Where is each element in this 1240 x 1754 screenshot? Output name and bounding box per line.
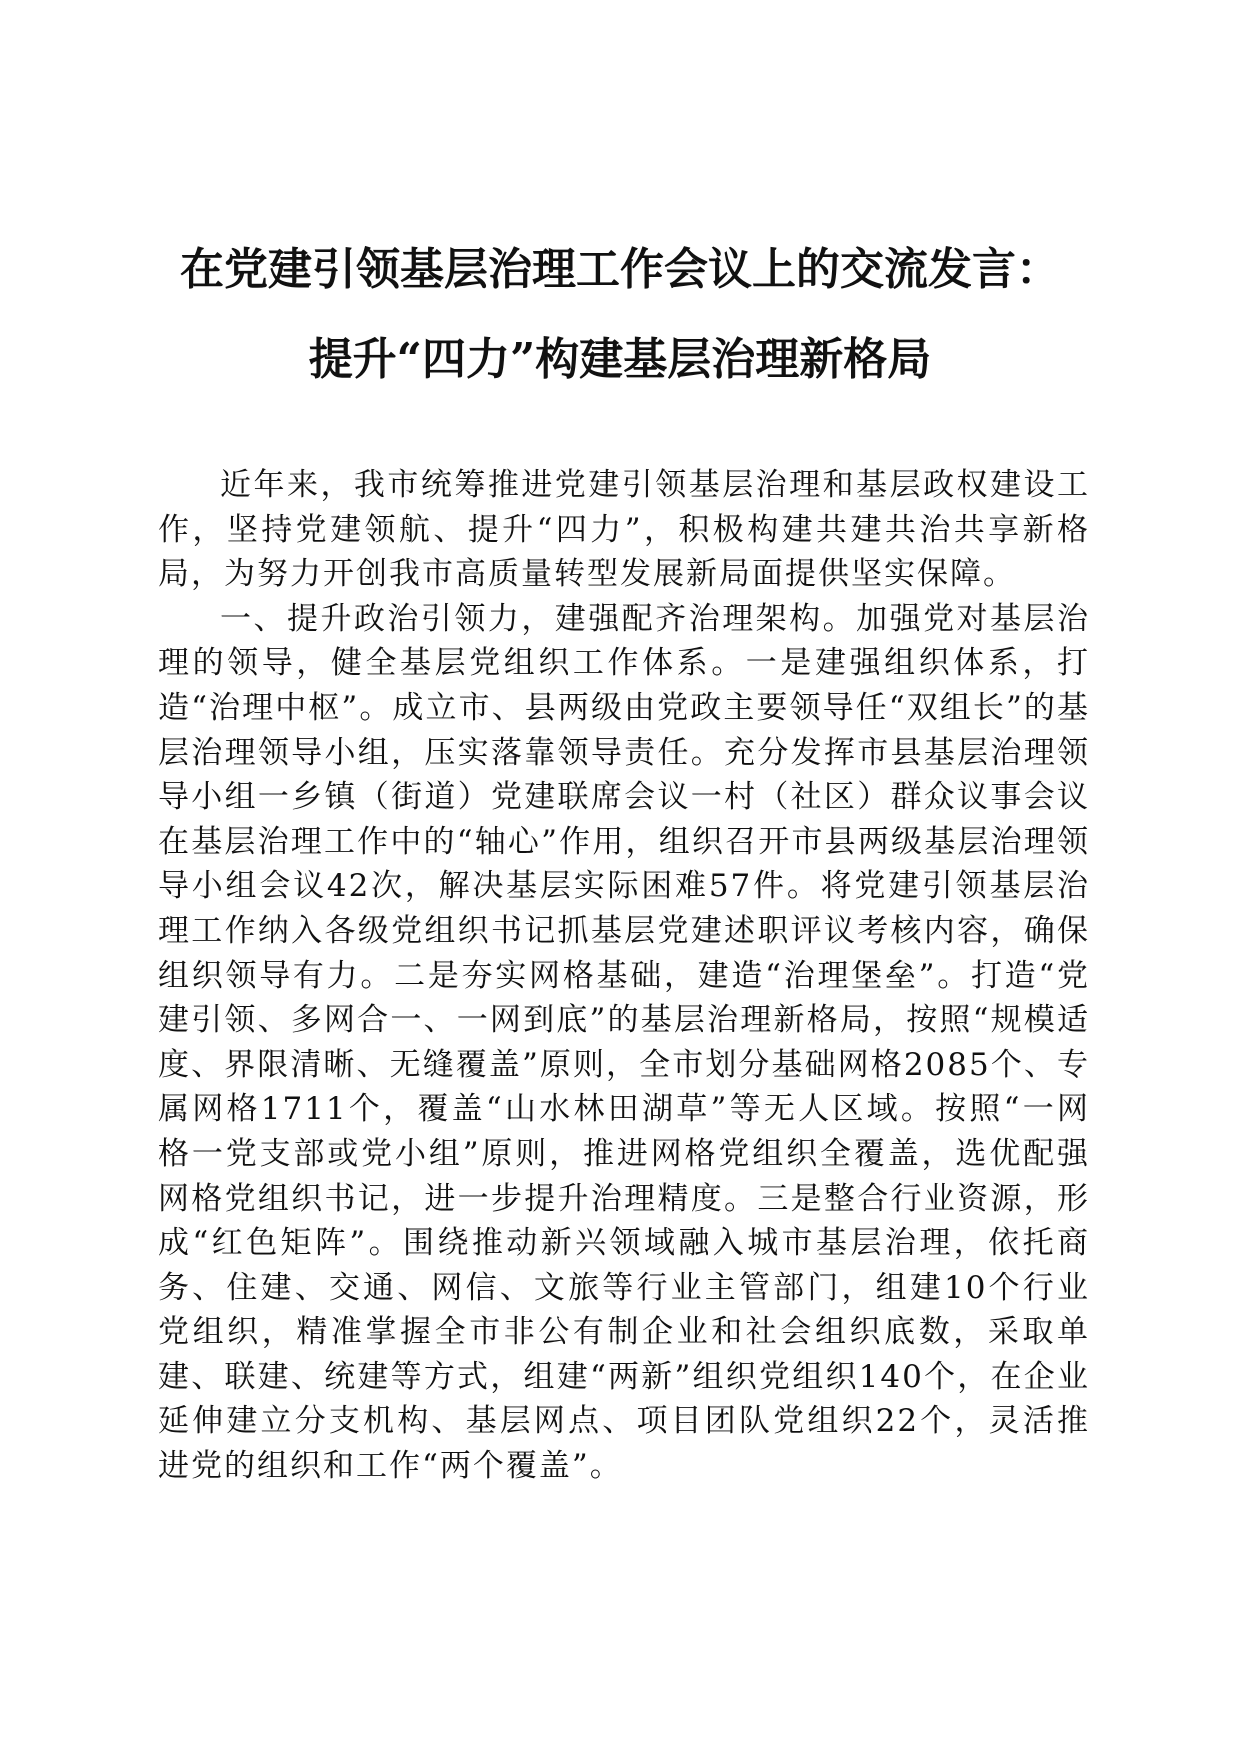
paragraph-intro: 近年来，我市统筹推进党建引领基层治理和基层政权建设工作，坚持党建领航、提升“四力”，积极构建共建共治共享新格局，为努力开创我市高质量转型发展新局面提供坚实保障。 xyxy=(158,467,1090,593)
title-line-1: 在党建引领基层治理工作会议上的交流发言： xyxy=(180,244,1060,295)
document-body xyxy=(158,463,1090,1489)
document-title xyxy=(0,225,1240,405)
title-line-2: 提升“四力”构建基层治理新格局 xyxy=(308,334,932,385)
paragraph-section-1: 一、提升政治引领力，建强配齐治理架构。加强党对基层治理的领导，健全基层党组织工作体系。一是建强组织体系，打造“治理中枢”。成立市、县两级由党政主要领导任“双组长”的基层治理领导小组，压实落靠领导责任。充分发挥市县基层治理领导小组一乡镇（街道）党建联席会议一村（社区）群众议事会议在基层治理工作中的“轴心”作用，组织召开市县两级基层治理领导小组会议42次，解决基层实际困难57件。将党建引领基层治理工作纳入各级党组织书记抓基层党建述职评议考核内容，确保组织领导有力。二是夯实网格基础，建造“治理堡垒”。打造“党建引领、多网合一、一网到底”的基层治理新格局，按照“规模适度、界限清晰、无缝覆盖”原则，全市划分基础网格2085个、专属网格1711个，覆盖“山水林田湖草”等无人区域。按照“一网格一党支部或党小组”原则，推进网格党组织全覆盖，选优配强网格党组织书记，进一步提升治理精度。三是整合行业资源，形成“红色矩阵”。围绕推动新兴领域融入城市基层治理，依托商务、住建、交通、网信、文旅等行业主管部门，组建10个行业党组织，精准掌握全市非公有制企业和社会组织底数，采取单建、联建、统建等方式，组建“两新”组织党组织140个，在企业延伸建立分支机构、基层网点、项目团队党组织22个，灵活推进党的组织和工作“两个覆盖”。 xyxy=(158,600,1090,1485)
